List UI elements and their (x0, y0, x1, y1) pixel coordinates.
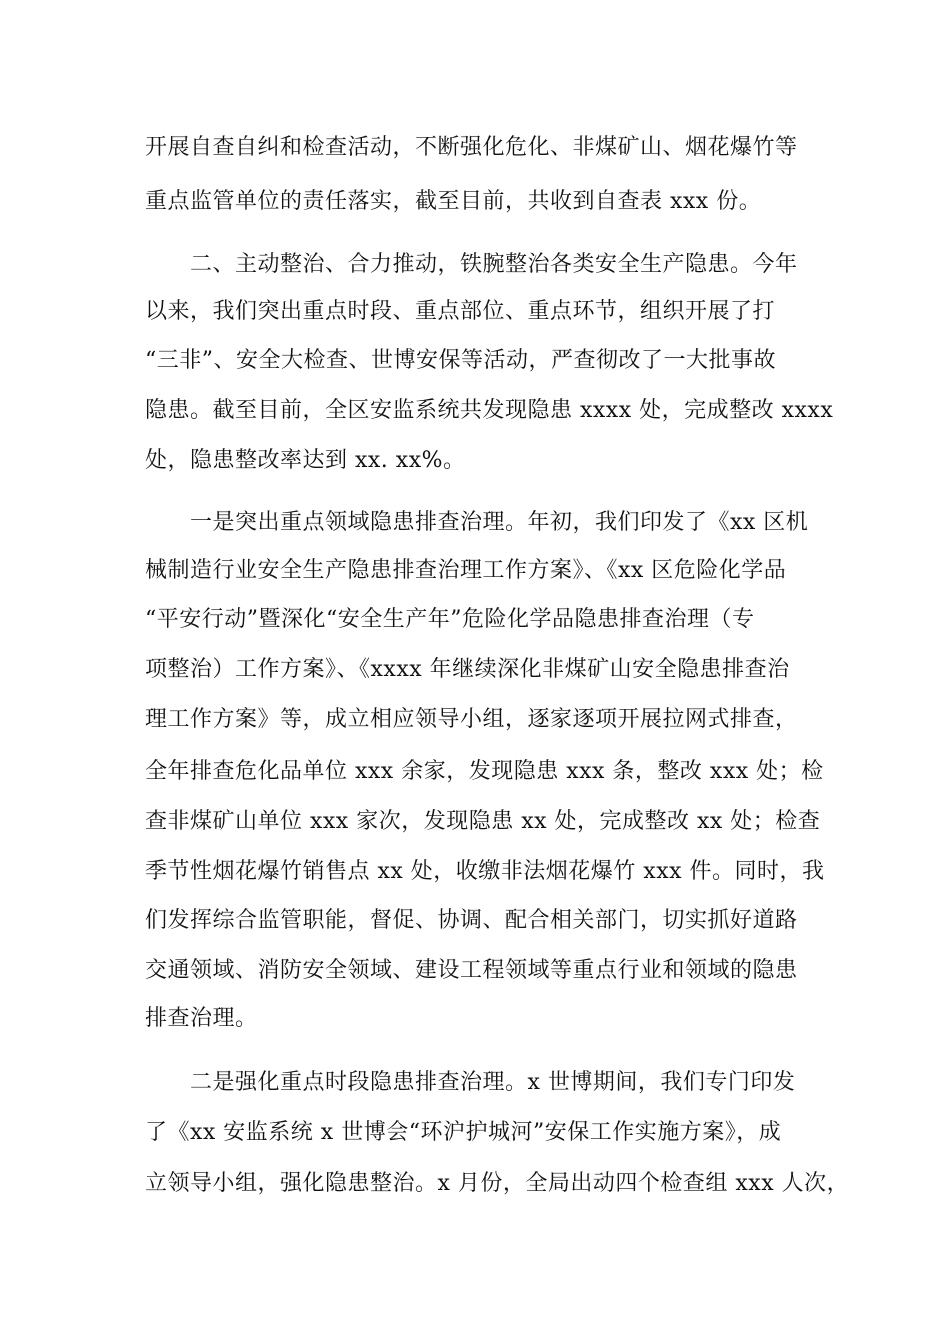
text-line: 们发挥综合监管职能，督促、协调、配合相关部门，切实抓好道路 (145, 908, 798, 933)
text-line: 械制造行业安全生产隐患排查治理工作方案》、《xx 区危险化学品 (145, 558, 787, 583)
text-line: “平安行动”暨深化“安全生产年”危险化学品隐患排查治理（专 (145, 607, 755, 632)
text-line: 全年排查危化品单位 xxx 余家，发现隐患 xxx 条，整改 xxx 处；检 (145, 759, 824, 784)
text-line: “三非”、安全大检查、世博安保等活动，严查彻改了一大批事故 (145, 348, 776, 373)
text-line: 理工作方案》等，成立相应领导小组，逐家逐项开展拉网式排查， (145, 707, 798, 732)
text-line: 处，隐患整改率达到 xx. xx%。 (145, 448, 466, 473)
text-line: 立领导小组，强化隐患整治。x 月份，全局出动四个检查组 xxx 人次， (145, 1171, 850, 1196)
text-line: 开展自查自纠和检查活动，不断强化危化、非煤矿山、烟花爆竹等 (145, 135, 798, 160)
text-line: 排查治理。 (145, 1006, 258, 1031)
text-line: 以来，我们突出重点时段、重点部位、重点环节，组织开展了打 (145, 299, 776, 324)
paragraph-start: 一是突出重点领域隐患排查治理。年初，我们印发了《xx 区机 (190, 510, 809, 535)
text-line: 了《xx 安监系统 x 世博会“环沪护城河”安保工作实施方案》，成 (145, 1120, 782, 1145)
text-line: 隐患。截至目前，全区安监系统共发现隐患 xxxx 处，完成整改 xxxx (145, 398, 834, 423)
paragraph-start: 二是强化重点时段隐患排查治理。x 世博期间，我们专门印发 (190, 1070, 796, 1095)
text-line: 查非煤矿山单位 xxx 家次，发现隐患 xx 处，完成整改 xx 处；检查 (145, 809, 821, 834)
text-line: 交通领域、消防安全领域、建设工程领域等重点行业和领域的隐患 (145, 958, 798, 983)
text-line: 项整治）工作方案》、《xxxx 年继续深化非煤矿山安全隐患排查治 (145, 657, 790, 682)
text-line: 季节性烟花爆竹销售点 xx 处，收缴非法烟花爆竹 xxx 件。同时，我 (145, 859, 825, 884)
text-line: 重点监管单位的责任落实，截至目前，共收到自查表 xxx 份。 (145, 189, 762, 214)
paragraph-heading: 二、主动整治、合力推动，铁腕整治各类安全生产隐患。今年 (190, 252, 798, 277)
